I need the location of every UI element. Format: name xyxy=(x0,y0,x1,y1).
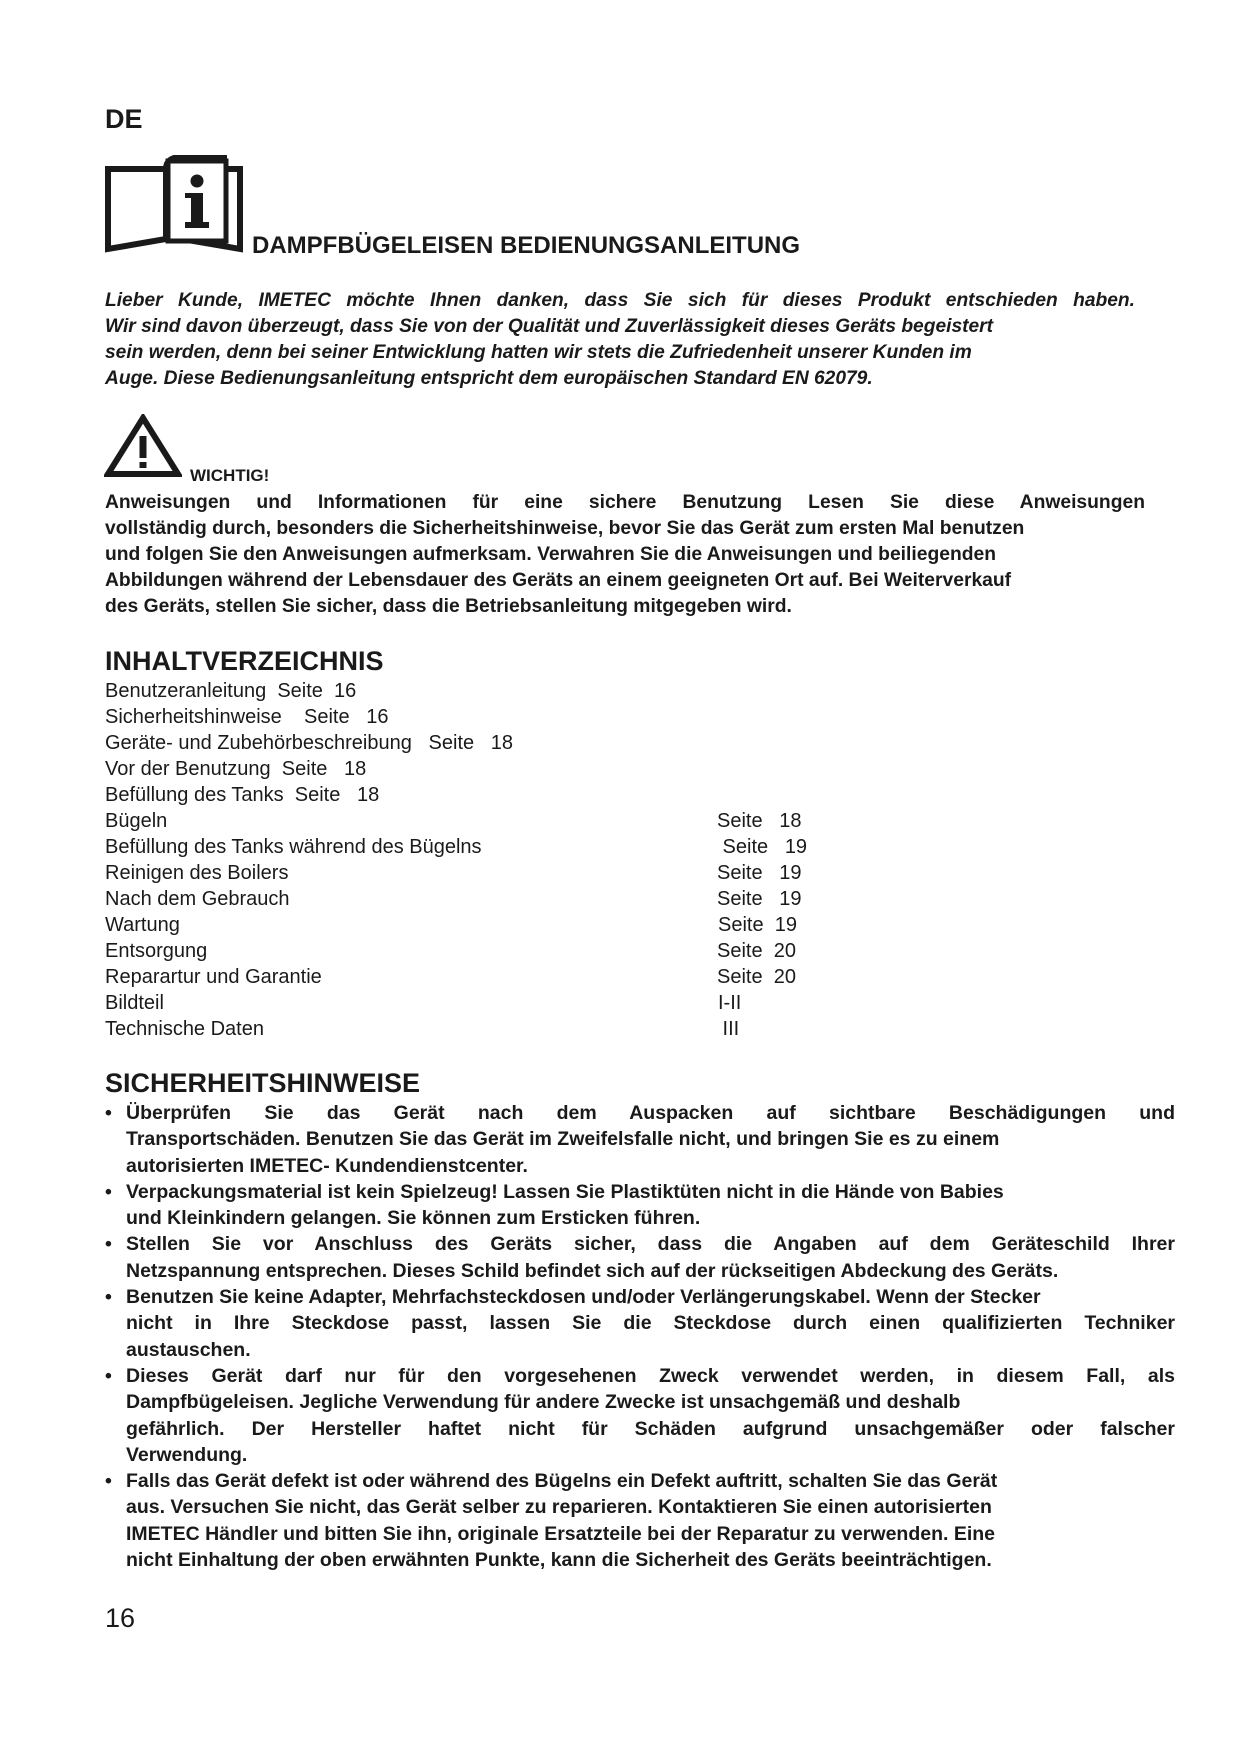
safety-line: Stellen Sie vor Anschluss des Geräts sicher, dass die Angaben auf dem Geräteschild Ihrer xyxy=(126,1233,1175,1256)
intro-line: Wir sind davon überzeugt, dass Sie von der Qualität und Zuverlässigkeit dieses Geräts begeistert xyxy=(105,316,994,337)
warning-line: des Geräts, stellen Sie sicher, dass die Betriebsanleitung mitgegeben wird. xyxy=(105,596,792,617)
safety-line: Benutzen Sie keine Adapter, Mehrfachsteckdosen und/oder Verlängerungskabel. Wenn der Stecker xyxy=(126,1286,1041,1309)
toc-entry-label: Bildteil xyxy=(105,992,164,1014)
safety-title: SICHERHEITSHINWEISE xyxy=(105,1068,421,1098)
bullet-icon: • xyxy=(105,1286,112,1309)
toc-entry-page: Seite 19 xyxy=(717,888,802,910)
safety-line: Netzspannung entsprechen. Dieses Schild befindet sich auf der rückseitigen Abdeckung des Geräts. xyxy=(126,1259,1059,1282)
toc-entry-label: Bügeln xyxy=(105,810,168,832)
toc-entry: Befüllung des Tanks Seite 18 xyxy=(105,784,380,806)
safety-item xyxy=(105,1468,1175,1573)
safety-list xyxy=(105,1100,1175,1573)
toc-entry-label: Wartung xyxy=(105,914,180,936)
warning-line: Abbildungen während der Lebensdauer des Geräts an einem geeigneten Ort auf. Bei Weiterverkauf xyxy=(105,570,1012,591)
safety-item xyxy=(105,1100,1175,1179)
toc-entry-label: Entsorgung xyxy=(105,940,208,962)
warning-triangle-icon xyxy=(104,414,182,478)
safety-line: austauschen. xyxy=(126,1338,251,1361)
toc-entry: Geräte- und Zubehörbeschreibung Seite 18 xyxy=(105,732,514,754)
toc-entry-label: Technische Daten xyxy=(105,1018,264,1040)
safety-line: nicht Einhaltung der oben erwähnten Punkte, kann die Sicherheit des Geräts beeinträchtigen. xyxy=(126,1549,992,1572)
bullet-icon: • xyxy=(105,1233,112,1256)
intro-line: Lieber Kunde, IMETEC möchte Ihnen danken, dass Sie sich für dieses Produkt entschieden haben. xyxy=(105,290,1135,311)
safety-line: Transportschäden. Benutzen Sie das Gerät im Zweifelsfalle nicht, und bringen Sie es zu einem xyxy=(126,1128,1000,1151)
safety-item xyxy=(105,1179,1175,1232)
toc-entry-page: Seite 19 xyxy=(717,836,808,858)
toc-entry-label: Nach dem Gebrauch xyxy=(105,888,290,910)
warning-paragraph xyxy=(105,490,1145,620)
toc-entry-page: Seite 20 xyxy=(717,940,796,962)
safety-line: Dampfbügeleisen. Jegliche Verwendung für andere Zwecke ist unsachgemäß und deshalb xyxy=(126,1391,961,1414)
toc-entry-page: III xyxy=(717,1018,740,1040)
toc-entry-page: I-II xyxy=(718,992,742,1014)
page-number: 16 xyxy=(105,1603,136,1633)
warning-line: vollständig durch, besonders die Sicherheitshinweise, bevor Sie das Gerät zum ersten Mal benutzen xyxy=(105,518,1025,539)
toc-entry-label: Reparartur und Garantie xyxy=(105,966,322,988)
toc-entry: Vor der Benutzung Seite 18 xyxy=(105,758,367,780)
intro-line: sein werden, denn bei seiner Entwicklung hatten wir stets die Zufriedenheit unserer Kunden im xyxy=(105,342,972,363)
safety-line: nicht in Ihre Steckdose passt, lassen Sie die Steckdose durch einen qualifizierten Techniker xyxy=(126,1312,1175,1335)
intro-line: Auge. Diese Bedienungsanleitung entspricht dem europäischen Standard EN 62079. xyxy=(105,368,873,389)
language-code: DE xyxy=(105,104,143,134)
toc-entry-page: Seite 19 xyxy=(717,862,802,884)
toc-entry-label: Befüllung des Tanks während des Bügelns xyxy=(105,836,482,858)
safety-line: Verpackungsmaterial ist kein Spielzeug! Lassen Sie Plastiktüten nicht in die Hände von Babies xyxy=(126,1180,1004,1203)
warning-line: Anweisungen und Informationen für eine sichere Benutzung Lesen Sie diese Anweisungen xyxy=(105,492,1145,513)
safety-line: Verwendung. xyxy=(126,1443,248,1466)
safety-line: Überprüfen Sie das Gerät nach dem Auspacken auf sichtbare Beschädigungen und xyxy=(126,1102,1175,1124)
safety-line: und Kleinkindern gelangen. Sie können zum Ersticken führen. xyxy=(126,1207,701,1230)
safety-item xyxy=(105,1363,1175,1468)
toc-entry-page: Seite 19 xyxy=(718,914,797,936)
toc-entry-label: Reinigen des Boilers xyxy=(105,862,289,884)
safety-item xyxy=(105,1284,1175,1363)
safety-line: Dieses Gerät darf nur für den vorgesehenen Zweck verwendet werden, in diesem Fall, als xyxy=(126,1364,1175,1387)
bullet-icon: • xyxy=(105,1180,112,1203)
bullet-icon: • xyxy=(105,1102,112,1124)
intro-paragraph xyxy=(105,288,1135,392)
toc-entry-page: Seite 18 xyxy=(717,810,802,832)
safety-item xyxy=(105,1231,1175,1284)
info-book-icon xyxy=(104,155,244,257)
bullet-icon: • xyxy=(105,1364,112,1387)
safety-line: gefährlich. Der Hersteller haftet nicht für Schäden aufgrund unsachgemäßer oder falscher xyxy=(126,1417,1175,1440)
manual-title: DAMPFBÜGELEISEN BEDIENUNGSANLEITUNG xyxy=(252,232,801,259)
toc-entry: Benutzeranleitung Seite 16 xyxy=(105,680,357,702)
safety-line: autorisierten IMETEC- Kundendienstcenter. xyxy=(126,1154,528,1177)
warning-label: WICHTIG! xyxy=(190,466,270,485)
toc-title: INHALTVERZEICHNIS xyxy=(105,646,384,676)
safety-line: aus. Versuchen Sie nicht, das Gerät selber zu reparieren. Kontaktieren Sie einen autorisierten xyxy=(126,1496,992,1519)
safety-line: IMETEC Händler und bitten Sie ihn, originale Ersatzteile bei der Reparatur zu verwenden. Eine xyxy=(126,1522,996,1545)
warning-line: und folgen Sie den Anweisungen aufmerksam. Verwahren Sie die Anweisungen und beiliegenden xyxy=(105,544,997,565)
toc-entry-page: Seite 20 xyxy=(717,966,796,988)
safety-line: Falls das Gerät defekt ist oder während des Bügelns ein Defekt auftritt, schalten Sie das Gerät xyxy=(126,1470,998,1493)
bullet-icon: • xyxy=(105,1470,112,1493)
toc-entry: Sicherheitshinweise Seite 16 xyxy=(105,706,389,728)
